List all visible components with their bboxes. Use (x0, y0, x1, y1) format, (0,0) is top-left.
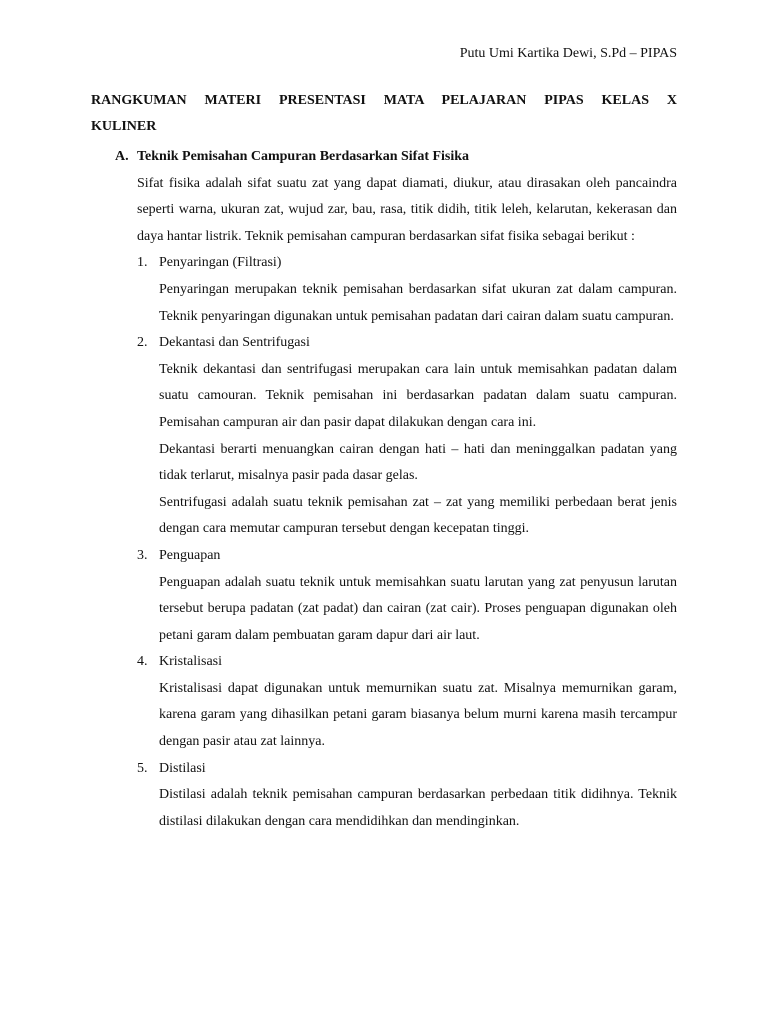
page-header-author: Putu Umi Kartika Dewi, S.Pd – PIPAS (459, 46, 677, 61)
list-item-title-text: Penguapan (159, 547, 221, 563)
list-item-number: 5. (137, 760, 148, 776)
list-item-paragraph: Distilasi adalah teknik pemisahan campuran berdasarkan perbedaan titik didihnya. Teknik distilasi dilakukan dengan cara mendidihkan dan mendinginkan. (159, 787, 677, 829)
technique-list (137, 250, 677, 835)
list-item-title-text: Penyaringan (Filtrasi) (159, 255, 282, 271)
section-intro: Sifat fisika adalah sifat suatu zat yang dapat diamati, diukur, atau dirasakan oleh pancaindra seperti warna, ukuran zat, wujud zar, bau, rasa, titik didih, titik leleh, kelarutan, kekerasan dan daya hantar listrik. Teknik pemisahan campuran berdasarkan sifat fisika sebagai berikut : (137, 175, 677, 244)
list-item (137, 250, 677, 330)
list-item-title-text: Dekantasi dan Sentrifugasi (159, 335, 310, 351)
list-item-title-text: Distilasi (159, 760, 206, 776)
list-item-title (137, 543, 677, 570)
list-item (137, 756, 677, 836)
list-item-paragraph: Penguapan adalah suatu teknik untuk memisahkan suatu larutan yang zat penyusun larutan tersebut berupa padatan (zat padat) dan cairan (zat cair). Proses penguapan digunakan oleh petani garam dalam pembuatan garam dapur dari air laut. (159, 574, 677, 643)
document-content (91, 144, 677, 835)
list-item-paragraph: Kristalisasi dapat digunakan untuk memurnikan suatu zat. Misalnya memurnikan garam, karena garam yang dihasilkan petani garam biasanya belum murni karena masih tercampur dengan pasir atau zat lainnya. (159, 680, 677, 750)
list-item (137, 330, 677, 543)
list-item-paragraph: Teknik dekantasi dan sentrifugasi merupakan cara lain untuk memisahkan padatan dalam suatu camouran. Teknik pemisahan ini berdasarkan padatan dalam suatu campuran. Pemisahan campuran air dan pasir dapat dilakukan dengan cara ini. (159, 361, 677, 430)
list-item-title (137, 649, 677, 676)
list-item-paragraph: Sentrifugasi adalah suatu teknik pemisahan zat – zat yang memiliki perbedaan berat jenis dengan cara memutar campuran tersebut dengan kecepatan tinggi. (159, 494, 677, 537)
list-item-paragraph: Dekantasi berarti menuangkan cairan dengan hati – hati dan meninggalkan padatan yang tidak terlarut, misalnya pasir pada dasar gelas. (159, 441, 677, 484)
section-letter: A. (115, 149, 129, 164)
list-item-title (137, 756, 677, 783)
list-item-number: 4. (137, 654, 148, 670)
section-heading (115, 144, 677, 171)
list-item-title (137, 250, 677, 277)
list-item (137, 543, 677, 649)
list-item-number: 3. (137, 547, 148, 563)
list-item-number: 1. (137, 255, 148, 271)
list-item-number: 2. (137, 335, 148, 351)
document-title: RANGKUMAN MATERI PRESENTASI MATA PELAJARAN PIPAS KELAS X KULINER (91, 93, 677, 134)
list-item (137, 649, 677, 755)
list-item-paragraph: Penyaringan merupakan teknik pemisahan berdasarkan sifat ukuran zat dalam campuran. Teknik penyaringan digunakan untuk pemisahan padatan dari cairan dalam suatu campuran. (159, 281, 677, 324)
list-item-title-text: Kristalisasi (159, 654, 222, 670)
section-heading-text: Teknik Pemisahan Campuran Berdasarkan Sifat Fisika (137, 149, 470, 164)
list-item-title (137, 330, 677, 357)
